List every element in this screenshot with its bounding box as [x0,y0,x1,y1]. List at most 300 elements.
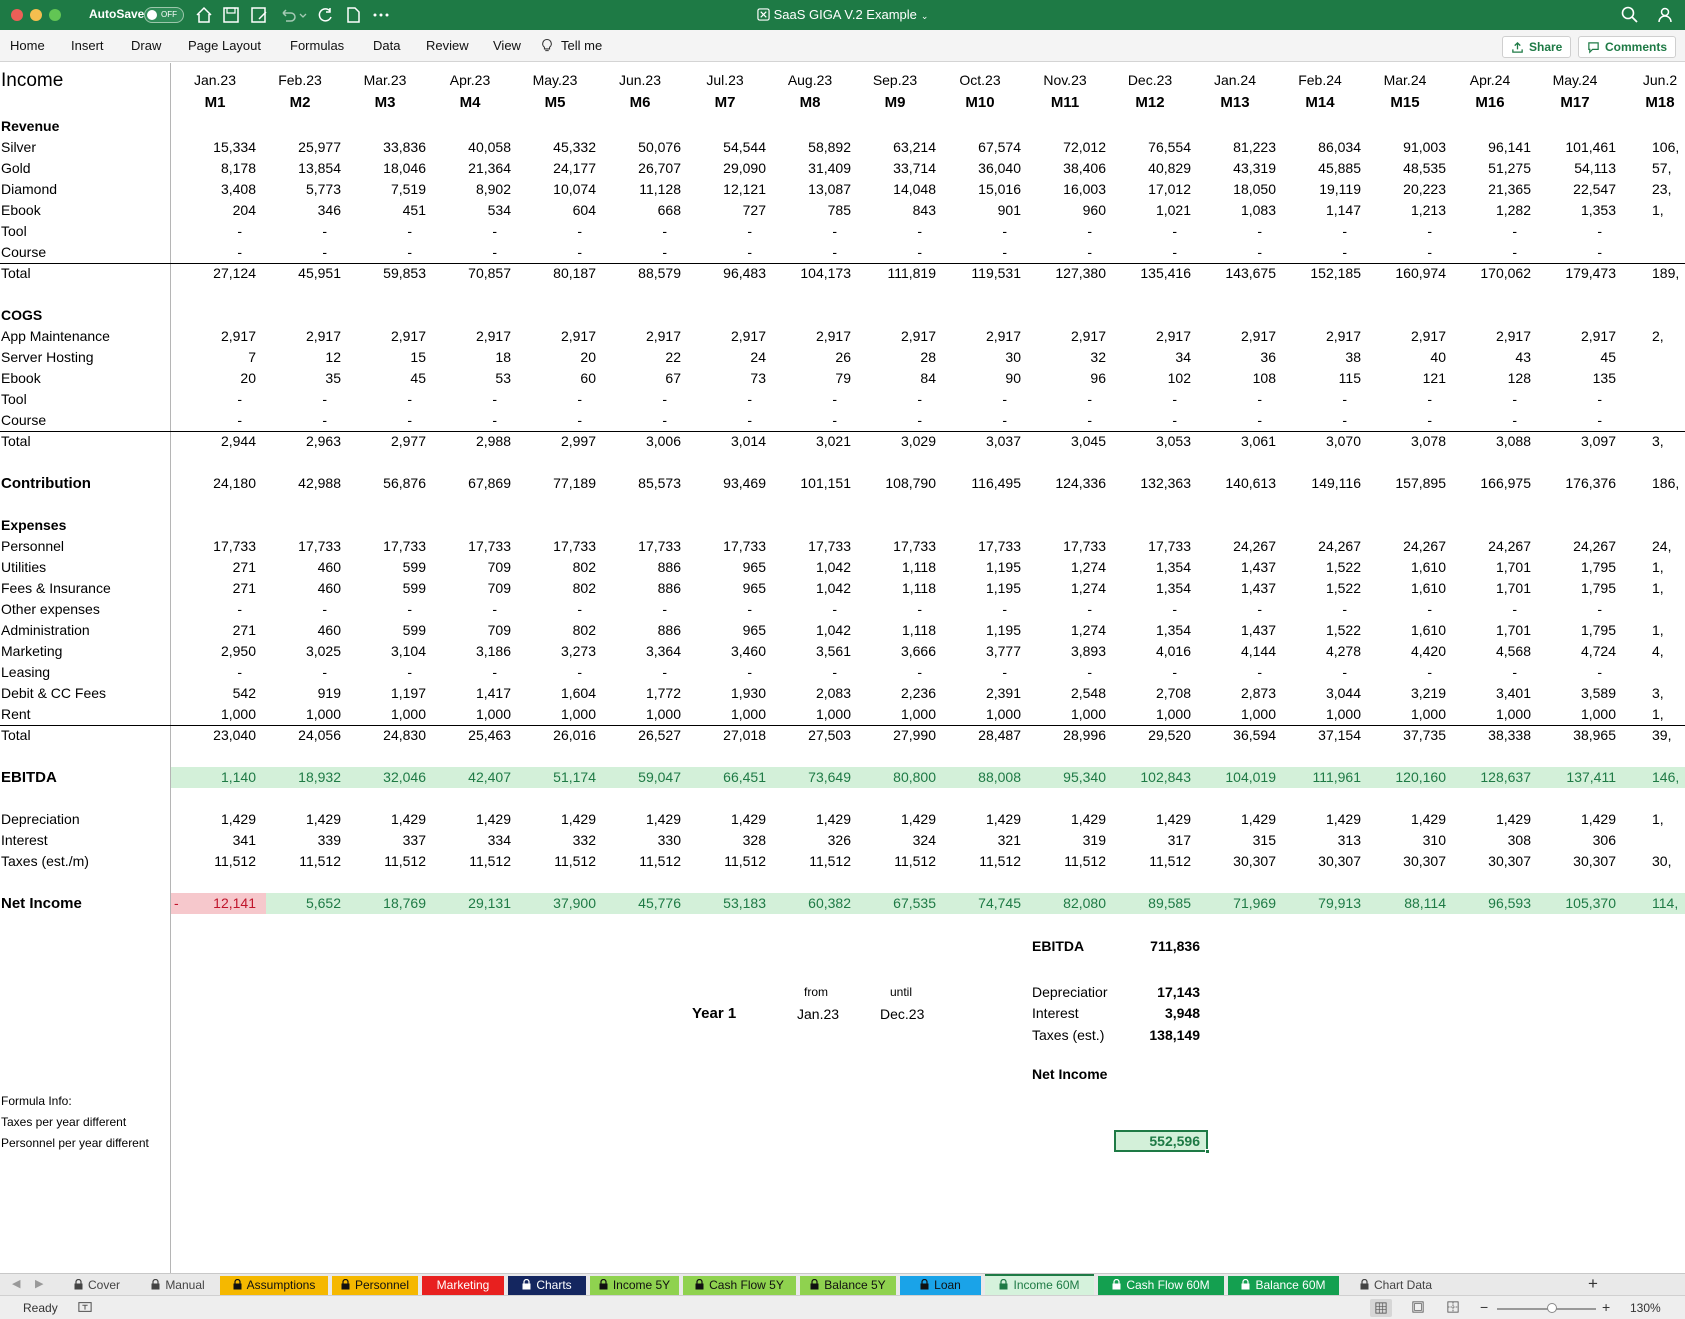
table-cell[interactable]: - [1172,391,1177,407]
table-cell[interactable]: - [662,223,667,239]
sheet-tab[interactable] [683,1276,796,1295]
add-sheet-button[interactable]: + [1588,1274,1598,1293]
table-cell[interactable]: 34 [1175,349,1191,365]
summary-taxes-value[interactable]: 138,149 [1149,1027,1200,1043]
table-cell[interactable]: - [1087,664,1092,680]
column-month-header[interactable]: M15 [1390,94,1420,111]
table-cell[interactable]: 26,527 [638,727,681,743]
table-cell[interactable]: 1,429 [1070,811,1106,827]
row-label[interactable]: Personnel [1,538,65,554]
table-cell[interactable]: 88,579 [638,265,681,281]
table-cell[interactable]: 24,267 [1573,538,1616,554]
table-cell[interactable]: 1,000 [1240,706,1276,722]
table-cell[interactable]: 460 [317,580,341,596]
table-cell[interactable]: 2,917 [985,328,1021,344]
table-cell[interactable]: 2,988 [475,433,511,449]
table-cell[interactable]: - [492,391,497,407]
table-cell[interactable]: 15 [410,349,426,365]
table-cell[interactable]: 3,021 [815,433,851,449]
table-cell[interactable]: 960 [1082,202,1106,218]
column-month-header[interactable]: M13 [1220,94,1250,111]
table-cell[interactable]: 1,000 [305,706,341,722]
table-cell[interactable]: 2,391 [985,685,1021,701]
table-cell[interactable]: - [1087,391,1092,407]
menu-formulas[interactable]: Formulas [290,38,345,53]
sheet-tab[interactable] [1343,1276,1449,1295]
table-cell[interactable]: 137,411 [1566,769,1616,785]
table-cell[interactable]: 451 [402,202,426,218]
table-cell[interactable]: 86,034 [1318,139,1361,155]
table-cell[interactable]: 1,000 [1155,706,1191,722]
table-cell[interactable]: 33,836 [383,139,426,155]
table-cell[interactable]: - [1512,601,1517,617]
column-month-header[interactable]: M17 [1560,94,1590,111]
table-cell[interactable]: 120,160 [1395,769,1446,785]
table-cell[interactable]: 313 [1337,832,1361,848]
table-cell[interactable]: 1,042 [815,622,851,638]
table-cell[interactable]: - [237,412,242,428]
table-cell[interactable]: 96,593 [1488,895,1531,911]
table-cell[interactable]: 2,917 [1580,328,1616,344]
table-cell[interactable]: 1, [1652,811,1664,827]
table-cell[interactable]: 1,000 [1410,706,1446,722]
table-cell[interactable]: - [917,601,922,617]
table-cell[interactable]: - [492,601,497,617]
table-cell[interactable]: 317 [1167,832,1191,848]
table-cell[interactable]: 104,173 [800,265,851,281]
table-cell[interactable]: 24,177 [553,160,596,176]
table-cell[interactable]: 3,037 [985,433,1021,449]
row-label[interactable]: Contribution [1,475,91,492]
table-cell[interactable]: 140,613 [1225,475,1276,491]
table-cell[interactable]: 1,417 [475,685,511,701]
column-date-header[interactable]: Apr.24 [1469,72,1511,88]
column-month-header[interactable]: M18 [1645,94,1675,111]
table-cell[interactable]: 901 [997,202,1021,218]
table-cell[interactable]: 73,649 [808,769,851,785]
column-date-header[interactable]: Apr.23 [449,72,491,88]
table-cell[interactable]: 1,140 [220,769,256,785]
table-cell[interactable]: - [1597,244,1602,260]
table-cell[interactable]: 37,735 [1403,727,1446,743]
table-cell[interactable]: 3,561 [815,643,851,659]
table-cell[interactable]: - [1002,412,1007,428]
table-cell[interactable]: 27,990 [893,727,936,743]
table-cell[interactable]: 1, [1652,706,1664,722]
table-cell[interactable]: 1,000 [560,706,596,722]
table-cell[interactable]: 80,187 [553,265,596,281]
table-cell[interactable]: 27,018 [723,727,766,743]
table-cell[interactable]: 13,854 [298,160,341,176]
column-month-header[interactable]: M14 [1305,94,1335,111]
column-date-header[interactable]: Jun.23 [618,72,662,88]
column-date-header[interactable]: Jan.24 [1213,72,1257,88]
zoom-slider-thumb[interactable] [1547,1303,1557,1313]
table-cell[interactable]: 1,429 [645,811,681,827]
table-cell[interactable]: 36 [1260,349,1276,365]
accessibility-icon[interactable] [78,1300,92,1317]
table-cell[interactable]: 11,512 [1149,853,1191,869]
table-cell[interactable]: 3, [1652,685,1664,701]
table-cell[interactable]: 146, [1652,769,1680,785]
table-cell[interactable]: 709 [487,559,511,575]
table-cell[interactable]: 24, [1652,538,1672,554]
table-cell[interactable]: 7 [248,349,256,365]
table-cell[interactable]: 4,144 [1240,643,1276,659]
table-cell[interactable]: 3,088 [1495,433,1531,449]
table-cell[interactable]: - [237,391,242,407]
table-cell[interactable]: 29,131 [468,895,511,911]
row-label[interactable]: Debit & CC Fees [1,685,107,701]
table-cell[interactable]: 7,519 [390,181,426,197]
period-from-value[interactable]: Jan.23 [797,1006,840,1022]
table-cell[interactable]: - [1257,664,1262,680]
table-cell[interactable]: 101,461 [1565,139,1616,155]
table-cell[interactable]: 1,282 [1495,202,1531,218]
table-cell[interactable]: - [407,601,412,617]
table-cell[interactable]: - [407,391,412,407]
table-cell[interactable]: 1,429 [475,811,511,827]
column-month-header[interactable]: M8 [799,94,821,111]
scroll-tabs-left-icon[interactable]: ◀ [12,1278,21,1290]
sheet-tab[interactable] [1228,1276,1339,1295]
table-cell[interactable]: 40 [1430,349,1446,365]
table-cell[interactable]: 38,965 [1573,727,1616,743]
row-label[interactable]: Interest [1,832,48,848]
share-button[interactable] [1502,36,1571,58]
table-cell[interactable]: 30,307 [1573,853,1616,869]
row-label[interactable]: Tool [1,391,27,407]
row-label[interactable]: Total [1,265,31,281]
table-cell[interactable]: 1,795 [1580,580,1616,596]
table-cell[interactable]: 785 [827,202,851,218]
table-cell[interactable]: 18 [495,349,511,365]
table-cell[interactable]: 1,772 [645,685,681,701]
row-label[interactable]: COGS [1,307,43,323]
table-cell[interactable]: 67,535 [893,895,936,911]
table-cell[interactable]: 176,376 [1565,475,1616,491]
table-cell[interactable]: 2, [1652,328,1664,344]
table-cell[interactable]: 334 [487,832,511,848]
account-icon[interactable] [1655,5,1675,25]
row-label[interactable]: Utilities [1,559,47,575]
table-cell[interactable]: 17,733 [213,538,256,554]
table-cell[interactable]: 79 [835,370,851,386]
table-cell[interactable]: 18,769 [383,895,426,911]
table-cell[interactable]: 20 [240,370,256,386]
table-cell[interactable]: 17,733 [638,538,681,554]
table-cell[interactable]: 802 [572,622,596,638]
table-cell[interactable]: 59,047 [638,769,681,785]
table-cell[interactable]: 3,014 [730,433,766,449]
table-cell[interactable]: 37,154 [1318,727,1361,743]
row-label[interactable]: Total [1,433,31,449]
table-cell[interactable]: 17,733 [893,538,936,554]
table-cell[interactable]: 324 [912,832,936,848]
table-cell[interactable]: 48,535 [1403,160,1446,176]
table-cell[interactable]: 599 [402,580,426,596]
sheet-tab[interactable] [422,1276,504,1295]
table-cell[interactable]: 157,895 [1395,475,1446,491]
table-cell[interactable]: 3,097 [1580,433,1616,449]
table-cell[interactable]: 2,997 [560,433,596,449]
row-label[interactable]: Net Income [1,895,82,912]
table-cell[interactable]: 179,473 [1565,265,1616,281]
table-cell[interactable]: 53,183 [723,895,766,911]
table-cell[interactable]: - [492,223,497,239]
table-cell[interactable]: 60 [580,370,596,386]
table-cell[interactable]: 11,512 [469,853,511,869]
table-cell[interactable]: 3,061 [1240,433,1276,449]
table-cell[interactable]: 71,969 [1233,895,1276,911]
table-cell[interactable]: - [577,223,582,239]
sheet-tab[interactable] [220,1276,328,1295]
column-month-header[interactable]: M12 [1135,94,1165,111]
table-cell[interactable]: 66,451 [723,769,766,785]
zoom-out-button[interactable]: − [1480,1299,1489,1315]
table-cell[interactable]: 59,853 [383,265,426,281]
row-label[interactable]: Silver [1,139,37,155]
table-cell[interactable]: 23,040 [213,727,256,743]
table-cell[interactable]: 306 [1592,832,1616,848]
table-cell[interactable]: 3,029 [900,433,936,449]
search-icon[interactable] [1620,5,1640,25]
table-cell[interactable]: 36,040 [978,160,1021,176]
sheet-tab[interactable] [900,1276,981,1295]
fill-handle[interactable] [1205,1149,1210,1154]
table-cell[interactable]: 17,733 [808,538,851,554]
table-cell[interactable]: 39, [1652,727,1672,743]
table-cell[interactable]: 2,917 [815,328,851,344]
table-cell[interactable]: - [662,391,667,407]
table-cell[interactable]: 11,512 [639,853,681,869]
table-cell[interactable]: 91,003 [1403,139,1446,155]
table-cell[interactable]: 3,070 [1325,433,1361,449]
table-cell[interactable]: 1,000 [390,706,426,722]
table-cell[interactable]: 1,000 [730,706,766,722]
table-cell[interactable]: - [1342,244,1347,260]
table-cell[interactable]: 1,429 [390,811,426,827]
table-cell[interactable]: 4,568 [1495,643,1531,659]
summary-depreciation-value[interactable]: 17,143 [1157,984,1200,1000]
row-label[interactable]: Expenses [1,517,67,533]
table-cell[interactable]: - [1257,601,1262,617]
table-cell[interactable]: 36,594 [1233,727,1276,743]
table-cell[interactable]: 310 [1422,832,1446,848]
table-cell[interactable]: 1, [1652,202,1664,218]
table-cell[interactable]: - [1427,601,1432,617]
table-cell[interactable]: - [917,391,922,407]
table-cell[interactable]: 56,876 [383,475,426,491]
table-cell[interactable]: 23, [1652,181,1672,197]
table-cell[interactable]: 58,892 [808,139,851,155]
table-cell[interactable]: 1,021 [1155,202,1191,218]
table-cell[interactable]: 1,000 [815,706,851,722]
table-cell[interactable]: 1,083 [1240,202,1276,218]
table-cell[interactable]: 1,197 [390,685,426,701]
menu-view[interactable]: View [493,38,521,53]
table-cell[interactable]: 3,078 [1410,433,1446,449]
row-label[interactable]: Ebook [1,370,41,386]
table-cell[interactable]: 2,917 [1155,328,1191,344]
table-cell[interactable]: 11,512 [214,853,256,869]
table-cell[interactable]: 3,186 [475,643,511,659]
table-cell[interactable]: 166,975 [1480,475,1531,491]
table-cell[interactable]: - [832,223,837,239]
sheet-tab[interactable] [800,1276,896,1295]
table-cell[interactable]: 72,012 [1063,139,1106,155]
table-cell[interactable]: 1,000 [985,706,1021,722]
row-label[interactable]: Tool [1,223,27,239]
column-date-header[interactable]: Jul.23 [706,72,744,88]
row-label[interactable]: Server Hosting [1,349,94,365]
table-cell[interactable]: 149,116 [1311,475,1361,491]
table-cell[interactable]: 1,354 [1155,559,1191,575]
table-cell[interactable]: 38,406 [1063,160,1106,176]
column-month-header[interactable]: M9 [884,94,906,111]
table-cell[interactable]: 4,724 [1580,643,1616,659]
table-cell[interactable]: 3,219 [1410,685,1446,701]
row-label[interactable]: Depreciation [1,811,80,827]
table-cell[interactable]: 17,733 [298,538,341,554]
table-cell[interactable]: 1,429 [815,811,851,827]
table-cell[interactable]: 29,090 [723,160,766,176]
table-cell[interactable]: 30 [1005,349,1021,365]
table-cell[interactable]: - [322,664,327,680]
table-cell[interactable]: - [1427,244,1432,260]
table-cell[interactable]: 1,000 [645,706,681,722]
page-break-view-icon[interactable] [1447,1301,1459,1316]
table-cell[interactable]: 1,000 [1580,706,1616,722]
table-cell[interactable]: - [577,391,582,407]
summary-interest-value[interactable]: 3,948 [1164,1005,1200,1021]
table-cell[interactable]: 2,917 [560,328,596,344]
table-cell[interactable]: 2,917 [220,328,256,344]
column-date-header[interactable]: Feb.24 [1298,72,1342,88]
table-cell[interactable]: 4,420 [1410,643,1446,659]
table-cell[interactable]: 45,332 [553,139,596,155]
table-cell[interactable]: 339 [317,832,341,848]
table-cell[interactable]: 24,267 [1233,538,1276,554]
table-cell[interactable]: 3,104 [390,643,426,659]
table-cell[interactable]: 63,214 [893,139,936,155]
table-cell[interactable]: 160,974 [1395,265,1446,281]
table-cell[interactable]: 101,151 [800,475,851,491]
table-cell[interactable]: 53 [495,370,511,386]
table-cell[interactable]: 337 [402,832,426,848]
table-cell[interactable]: 1,353 [1580,202,1616,218]
table-cell[interactable]: 3,589 [1580,685,1616,701]
table-cell[interactable]: 1,000 [220,706,256,722]
chevron-down-icon[interactable]: ⌄ [920,11,929,21]
table-cell[interactable]: - [747,223,752,239]
table-cell[interactable]: - [1427,664,1432,680]
table-cell[interactable]: 328 [742,832,766,848]
menu-tell-me[interactable]: Tell me [561,38,603,53]
table-cell[interactable]: 599 [402,622,426,638]
table-cell[interactable]: 2,977 [390,433,426,449]
table-cell[interactable]: - [322,244,327,260]
table-cell[interactable]: 37,900 [553,895,596,911]
table-cell[interactable]: 85,573 [638,475,681,491]
table-cell[interactable]: 802 [572,559,596,575]
table-cell[interactable]: 14,048 [893,181,936,197]
table-cell[interactable]: - [1172,412,1177,428]
table-cell[interactable]: 599 [402,559,426,575]
table-cell[interactable]: 5,652 [305,895,341,911]
table-cell[interactable]: 2,917 [900,328,936,344]
table-cell[interactable]: 1,213 [1410,202,1446,218]
column-month-header[interactable]: M2 [289,94,311,111]
table-cell[interactable]: - [1597,412,1602,428]
table-cell[interactable]: 26 [835,349,851,365]
table-cell[interactable]: 135 [1592,370,1616,386]
table-cell[interactable]: 3,006 [645,433,681,449]
table-cell[interactable]: 128,637 [1480,769,1531,785]
table-cell[interactable]: 24,056 [298,727,341,743]
menu-data[interactable]: Data [373,38,401,53]
table-cell[interactable]: 24,267 [1403,538,1446,554]
table-cell[interactable]: 1,195 [985,622,1021,638]
table-cell[interactable]: 2,917 [1325,328,1361,344]
table-cell[interactable]: - [237,601,242,617]
table-cell[interactable]: 2,917 [645,328,681,344]
table-cell[interactable]: 1,522 [1325,559,1361,575]
table-cell[interactable]: 965 [742,580,766,596]
table-cell[interactable]: - [1512,223,1517,239]
table-cell[interactable]: 271 [232,622,256,638]
table-cell[interactable]: 54,544 [723,139,766,155]
row-label[interactable]: Total [1,727,31,743]
table-cell[interactable]: 45 [410,370,426,386]
table-cell[interactable]: - [832,412,837,428]
table-cell[interactable]: 1,522 [1325,580,1361,596]
table-cell[interactable]: 3,460 [730,643,766,659]
table-cell[interactable]: 108 [1252,370,1276,386]
table-cell[interactable]: - [1257,391,1262,407]
table-cell[interactable]: 81,223 [1233,139,1276,155]
table-cell[interactable]: 542 [232,685,256,701]
sheet-tab[interactable] [58,1276,136,1295]
table-cell[interactable]: 1,429 [1325,811,1361,827]
table-cell[interactable]: 102,843 [1140,769,1191,785]
table-cell[interactable]: 108,790 [885,475,936,491]
table-cell[interactable]: - [577,412,582,428]
table-cell[interactable]: 3,893 [1070,643,1106,659]
row-label[interactable]: Taxes (est./m) [1,853,89,869]
table-cell[interactable]: 32,046 [383,769,426,785]
table-cell[interactable]: - [407,412,412,428]
table-cell[interactable]: 1,610 [1410,559,1446,575]
table-cell[interactable]: 45 [1600,349,1616,365]
table-cell[interactable]: 1,610 [1410,580,1446,596]
table-cell[interactable]: 51,174 [553,769,596,785]
table-cell[interactable]: - [1257,223,1262,239]
table-cell[interactable]: 12 [325,349,341,365]
table-cell[interactable]: 668 [657,202,681,218]
table-cell[interactable]: 40,829 [1148,160,1191,176]
table-cell[interactable]: 80,800 [893,769,936,785]
table-cell[interactable]: - [662,664,667,680]
table-cell[interactable]: 38 [1345,349,1361,365]
row-label[interactable]: Administration [1,622,90,638]
table-cell[interactable]: 38,338 [1488,727,1531,743]
table-cell[interactable]: 965 [742,622,766,638]
table-cell[interactable]: 2,917 [1410,328,1446,344]
table-cell[interactable]: 88,008 [978,769,1021,785]
table-cell[interactable]: 5,773 [305,181,341,197]
table-cell[interactable]: 30,307 [1488,853,1531,869]
